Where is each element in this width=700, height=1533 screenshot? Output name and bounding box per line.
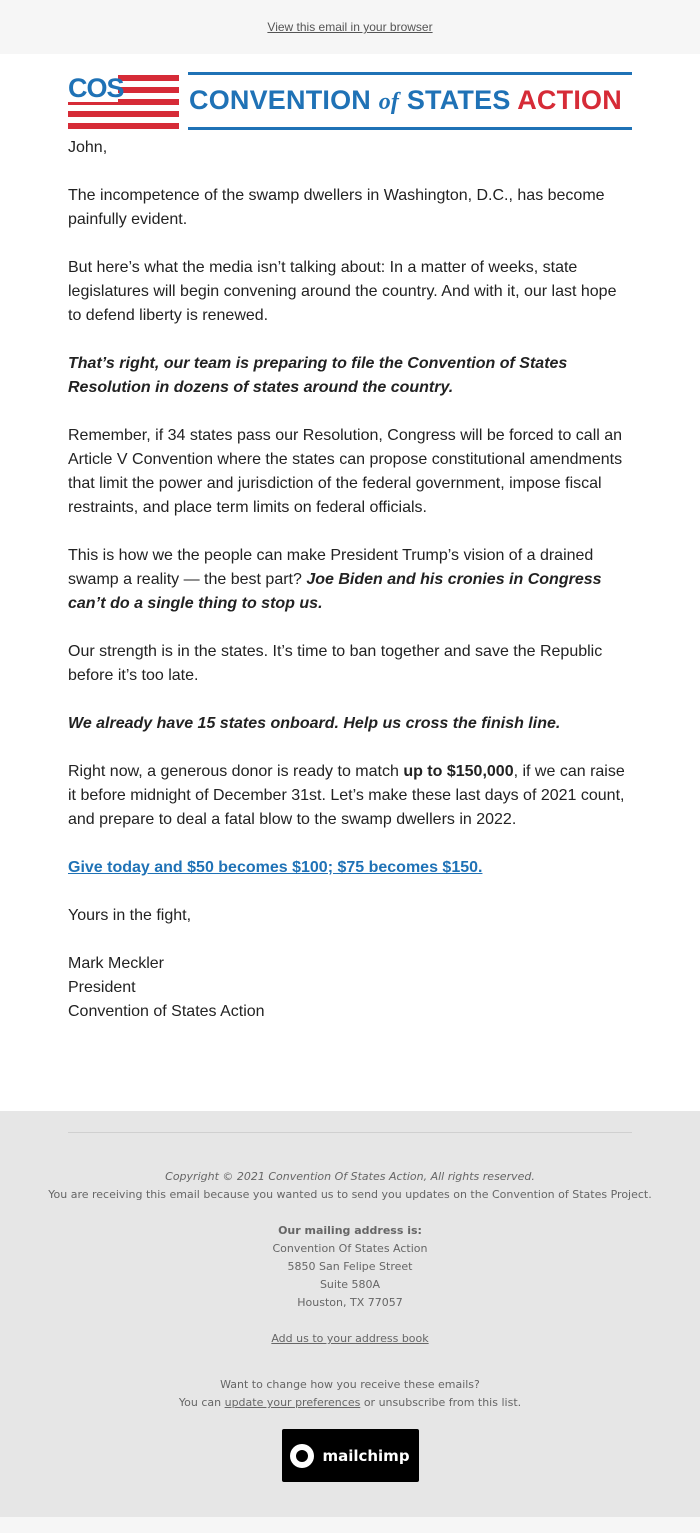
add-to-address-book-link[interactable]: Add us to your address book [271, 1332, 429, 1345]
address-line: Houston, TX 77057 [297, 1296, 403, 1309]
address-line: 5850 San Felipe Street [287, 1260, 413, 1273]
preferences-line: You can update your preferences or unsubscribe from this list. [178, 1396, 522, 1409]
subscription-reason: You are receiving this email because you wanted us to send you updates on the Convention of States Project. [48, 1188, 652, 1201]
signature-title: President [68, 979, 136, 996]
donate-link[interactable]: Give today and $50 becomes $100; $75 becomes $150. [68, 859, 483, 876]
signature-name: Mark Meckler [68, 955, 165, 972]
email-footer [0, 1111, 700, 1517]
logo-abbr: COS [68, 73, 124, 103]
closing: Yours in the fight, [68, 907, 192, 924]
paragraph-6: Our strength is in the states. It’s time to ban together and save the Republic before it’s too late. [68, 643, 603, 684]
preheader [0, 0, 700, 54]
mailchimp-badge[interactable] [282, 1429, 419, 1482]
email-card [0, 54, 700, 1111]
change-prefs-question: Want to change how you receive these emails? [220, 1378, 480, 1391]
view-in-browser-link[interactable]: View this email in your browser [267, 20, 433, 34]
address-line: Suite 580A [319, 1278, 381, 1291]
logo-title-action: ACTION [517, 85, 622, 115]
paragraph-1: The incompetence of the swamp dwellers in Washington, D.C., has become painfully evident. [68, 187, 605, 228]
signature-org: Convention of States Action [68, 1003, 265, 1020]
paragraph-5: This is how we the people can make President Trump’s vision of a drained swamp a reality — the best part? Joe Biden and his cronies in Congress can’t do a single thing to stop us. [68, 547, 602, 612]
paragraph-2: But here’s what the media isn’t talking about: In a matter of weeks, state legislatures will begin convening around the country. And with it, our last hope to defend liberty is renewed. [68, 259, 617, 324]
paragraph-8: Right now, a generous donor is ready to match up to $150,000, if we can raise it before midnight of December 31st. Let’s make these last days of 2021 count, and prepare to deal a fatal blow to the swamp dwellers in 2022. [68, 763, 625, 828]
paragraph-3: That’s right, our team is preparing to file the Convention of States Resolution in dozens of states around the country. [68, 355, 568, 396]
logo-title-of: of [378, 89, 400, 115]
paragraph-4: Remember, if 34 states pass our Resolution, Congress will be forced to call an Article V Convention where the states can propose constitutional amendments that limit the power and jurisdiction of the federal government, impose fiscal restraints, and place term limits on federal officials. [68, 427, 623, 516]
logo-title-convention: CONVENTION [189, 85, 372, 115]
bottom-strip [0, 1517, 700, 1533]
greeting: John, [68, 139, 108, 156]
mailchimp-freddie-icon [290, 1444, 314, 1468]
letter-body [0, 54, 700, 1024]
footer-divider [68, 1132, 632, 1133]
mailing-address-label: Our mailing address is: [278, 1224, 422, 1237]
copyright-text: Copyright © 2021 Convention Of States Action, All rights reserved. [165, 1170, 535, 1183]
mailchimp-badge-label: mailchimp [322, 1446, 410, 1465]
address-line: Convention Of States Action [272, 1242, 428, 1255]
logo-title-states: STATES [406, 85, 511, 115]
cta-paragraph [68, 856, 632, 880]
paragraph-7: We already have 15 states onboard. Help us cross the finish line. [68, 715, 561, 732]
update-preferences-link[interactable]: update your preferences [224, 1396, 361, 1409]
